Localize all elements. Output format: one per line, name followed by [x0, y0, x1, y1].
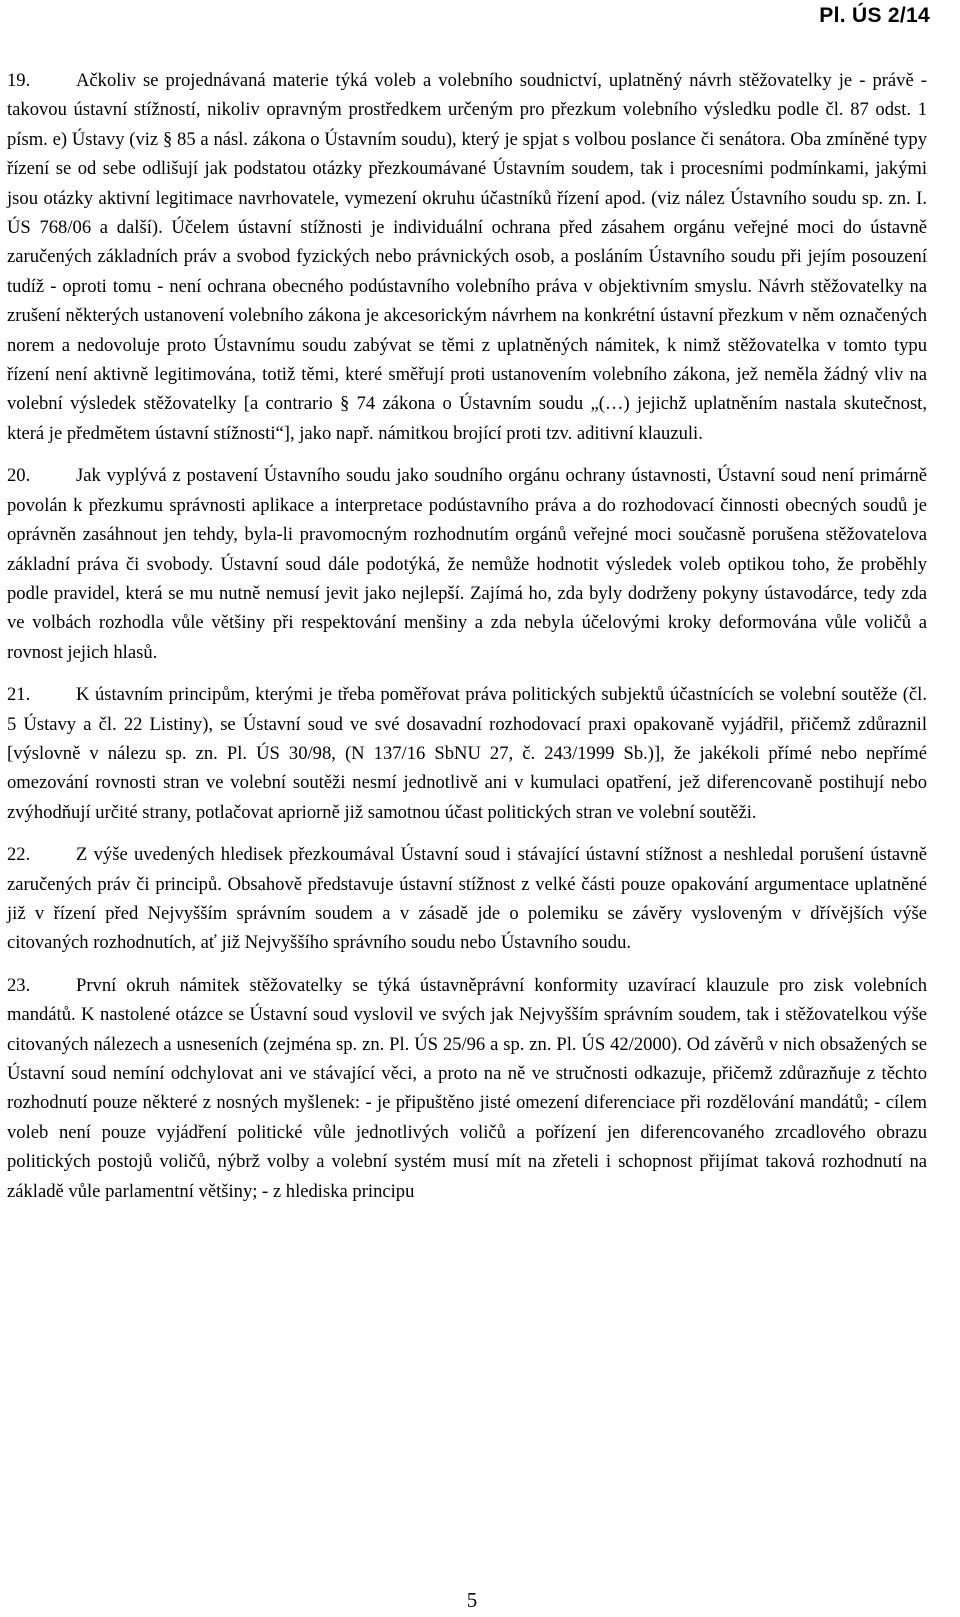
- paragraph-19: [7, 66, 927, 448]
- page-number: 5: [466, 1588, 478, 1612]
- paragraph-number: 21.: [7, 684, 31, 706]
- paragraph-number: 22.: [7, 844, 31, 866]
- paragraph-number: 20.: [7, 465, 31, 487]
- paragraph-text: Z výše uvedených hledisek přezkoumával Ústavní soud i stávající ústavní stížnost a neshledal porušení ústavně zaručených práv či principů. Obsahově představuje ústavní stížnost z velké části pouze opakování argumentace uplatněné již v řízení před Nejvyšším správním soudem a v zásadě jde o polemiku se závěry vysloveným v dřívějších výše citovaných rozhodnutích, ať již Nejvyššího správního soudu nebo Ústavního soudu.: [7, 844, 927, 954]
- paragraph-text: První okruh námitek stěžovatelky se týká ústavněprávní konformity uzavírací klauzule pro zisk volebních mandátů. K nastolené otázce se Ústavní soud vyslovil ve svých jak Nejvyšším správním soudem, tak i stěžovatelkou výše citovaných nálezech a usneseních (zejména sp. zn. Pl. ÚS 25/96 a sp. zn. Pl. ÚS 42/2000). Od závěrů v nich obsažených se Ústavní soud nemíní odchylovat ani ve stávající věci, a proto na ně ve stručnosti odkazuje, přičemž zdůrazňuje z těchto rozhodnutí pouze některé z nosných myšlenek: - je připuštěno jisté omezení diferenciace při rozdělování mandátů; - cílem voleb není pouze vyjádření politické vůle jednotlivých voličů a pořízení jen diferencovaného zrcadlového obrazu politických postojů voličů, nýbrž volby a volební systém musí mít na zřeteli i schopnost přijímat taková rozhodnutí na základě vůle parlamentní většiny; - z hlediska principu: [7, 974, 927, 1202]
- paragraph-number: 19.: [7, 70, 31, 91]
- paragraph-text: Jak vyplývá z postavení Ústavního soudu jako soudního orgánu ochrany ústavnosti, Ústavní soud není primárně povolán k přezkumu správnosti aplikace a interpretace podústavního práva a do rozhodovací činnosti obecných soudů je oprávněn zasáhnout jen tehdy, byla-li pravomocným rozhodnutím orgánů veřejné moci současně porušena stěžovatelova základní práva či svobody. Ústavní soud dále podotýká, že nemůže hodnotit výsledek voleb optikou toho, že proběhly podle pravidel, která se mu nutně nemusí jevit jako nejlepší. Zajímá ho, zda byly dodrženy pokyny ústavodárce, tedy zda ve volbách rozhodla vůle většiny při respektování menšiny a zda nebyla účelovými kroky deformována vůle voličů a rovnost jejich hlasů.: [7, 465, 927, 663]
- paragraph-21: [7, 680, 927, 827]
- paragraph-number: 23.: [7, 974, 31, 996]
- paragraph-text: Ačkoliv se projednávaná materie týká voleb a volebního soudnictví, uplatněný návrh stěžovatelky je - právě - takovou ústavní stížností, nikoliv opravným prostředkem určeným pro přezkum volebního výsledku podle čl. 87 odst. 1 písm. e) Ústavy (viz § 85 a násl. zákona o Ústavním soudu), který je spjat s volbou poslance či senátora. Oba zmíněné typy řízení se od sebe odlišují jak podstatou otázky přezkoumávané Ústavním soudem, tak i procesními podmínkami, jakými jsou otázky aktivní legitimace navrhovatele, vymezení okruhu účastníků řízení apod. (viz nález Ústavního soudu sp. zn. I. ÚS 768/06 a další). Účelem ústavní stížnosti je individuální ochrana před zásahem orgánu veřejné moci do ústavně zaručených základních práv a svobod fyzických nebo právnických osob, a posláním Ústavního soudu při jejím posouzení tudíž - oproti tomu - není ochrana obecného podústavního volebního práva v objektivním smyslu. Návrh stěžovatelky na zrušení některých ustanovení volebního zákona je akcesorickým návrhem na konkrétní ústavní přezkum v něm označených norem a nedovoluje proto Ústavnímu soudu zabývat se těmi z uplatněných námitek, k nimž stěžovatelka v tomto typu řízení není aktivně legitimována, totiž těmi, které směřují proti ustanovením volebního zákona, jež neměla žádný vliv na volební výsledek stěžovatelky [a contrario § 74 zákona o Ústavním soudu „(…) jejichž uplatněním nastala skutečnost, která je předmětem ústavní stížnosti“], jako např. námitkou brojící proti tzv. aditivní klauzuli.: [7, 70, 927, 444]
- document-reference: Pl. ÚS 2/14: [819, 4, 930, 27]
- paragraph-20: [7, 461, 927, 667]
- paragraph-23: [7, 971, 927, 1206]
- paragraph-22: [7, 840, 927, 958]
- document-body: [7, 66, 927, 1219]
- paragraph-text: K ústavním principům, kterými je třeba poměřovat práva politických subjektů účastnících se volební soutěže (čl. 5 Ústavy a čl. 22 Listiny), se Ústavní soud ve své dosavadní rozhodovací praxi opakovaně vyjádřil, přičemž zdůraznil [výslovně v nálezu sp. zn. Pl. ÚS 30/98, (N 137/16 SbNU 27, č. 243/1999 Sb.)], že jakékoli přímé nebo nepřímé omezování rovnosti stran ve volební soutěži nesmí jednotlivě ani v kumulaci opatření, jež diferencovaně postihují nebo zvýhodňují určité strany, potlačovat apriorně již samotnou účast politických stran ve volební soutěži.: [7, 684, 927, 823]
